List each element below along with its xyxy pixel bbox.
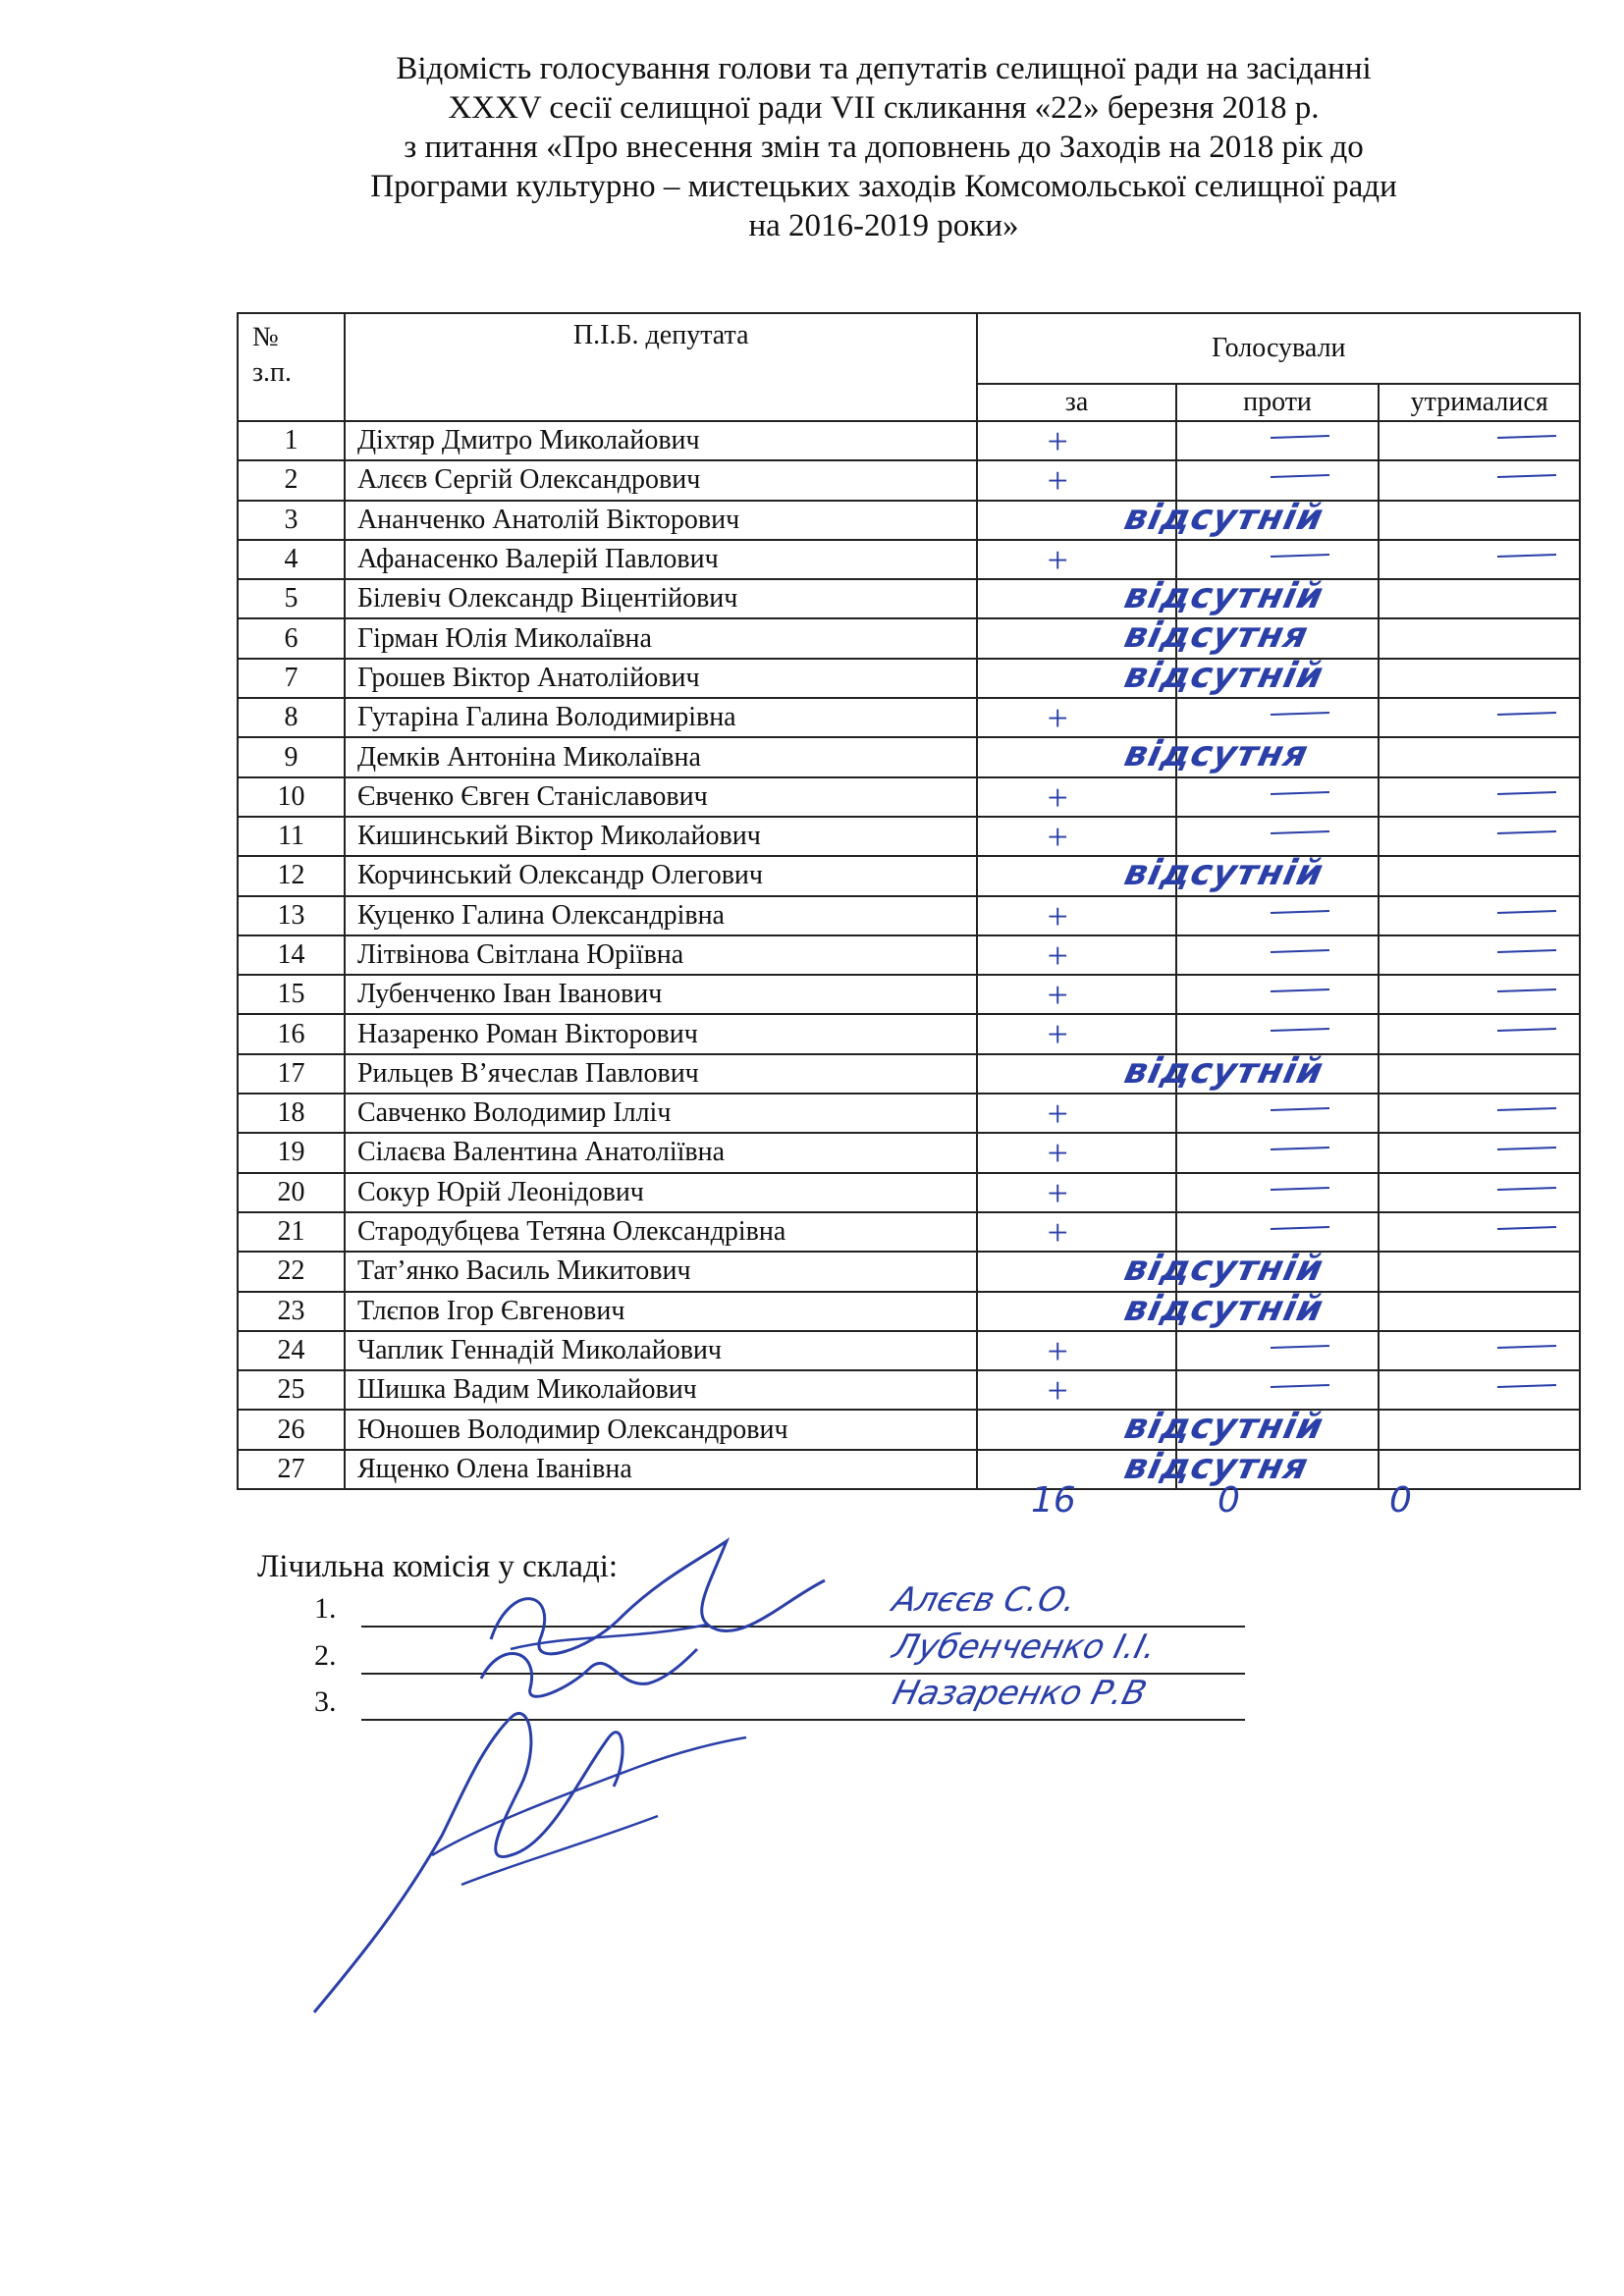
deputy-name: Діхтяр Дмитро Миколайович <box>345 421 978 460</box>
vote-za-cell <box>977 817 1175 856</box>
member-name: Назаренко Р.В <box>889 1674 1151 1713</box>
row-number: 22 <box>238 1252 345 1291</box>
total-proty: 0 <box>1218 1480 1240 1521</box>
row-number: 12 <box>238 856 345 895</box>
deputy-name: Ященко Олена Іванівна <box>345 1450 978 1489</box>
table-row <box>238 1331 1580 1370</box>
dash-mark <box>1271 1345 1329 1349</box>
absent-note: відсутній <box>1121 497 1328 538</box>
vote-za-cell <box>977 655 1328 698</box>
row-number: 19 <box>238 1133 345 1172</box>
header-number <box>238 313 345 421</box>
vote-utrymalysia-cell <box>1379 896 1580 935</box>
table-row <box>238 1292 1580 1331</box>
row-number: 6 <box>238 618 345 658</box>
deputy-name: Назаренко Роман Вікторович <box>345 1014 978 1053</box>
plus-mark: + <box>1047 934 1068 977</box>
vote-proty-cell <box>1176 421 1380 460</box>
vote-utrymalysia-cell <box>1379 1252 1580 1291</box>
vote-utrymalysia-cell <box>1379 659 1580 698</box>
plus-mark: + <box>1047 460 1068 503</box>
plus-mark: + <box>1047 1094 1068 1136</box>
vote-proty-cell <box>1176 501 1380 540</box>
table-row <box>238 579 1580 618</box>
absent-note: відсутня <box>1121 1446 1313 1487</box>
voting-table <box>237 312 1581 1490</box>
title-line: Програми культурно – мистецьких заходів Комсомольської селищної ради <box>370 169 1397 204</box>
vote-utrymalysia-cell <box>1379 817 1580 856</box>
title-line: з питання «Про внесення змін та доповнень до Заходів на 2018 рік до <box>404 130 1364 165</box>
deputy-name: Кишинський Віктор Миколайович <box>345 817 978 856</box>
dash-mark <box>1271 1028 1329 1032</box>
vote-proty-cell <box>1176 777 1380 817</box>
dash-mark <box>1271 1147 1329 1150</box>
row-number: 16 <box>238 1014 345 1053</box>
vote-utrymalysia-cell <box>1379 935 1580 975</box>
absent-note: відсутня <box>1121 615 1313 657</box>
deputy-name: Корчинський Олександр Олегович <box>345 856 978 895</box>
vote-utrymalysia-cell <box>1379 501 1580 540</box>
vote-za-cell <box>977 497 1328 540</box>
deputy-name: Демків Антоніна Миколаївна <box>345 737 978 776</box>
vote-utrymalysia-cell <box>1379 540 1580 579</box>
plus-mark: + <box>1047 698 1068 740</box>
plus-mark: + <box>1047 539 1068 581</box>
plus-mark: + <box>1047 1370 1068 1413</box>
absent-note: відсутній <box>1121 655 1328 696</box>
vote-proty-cell <box>1176 817 1380 856</box>
vote-utrymalysia-cell <box>1379 1094 1580 1133</box>
dash-mark <box>1497 1187 1556 1191</box>
title-line: Відомість голосування голови та депутатів селищної ради на засіданні <box>396 51 1372 86</box>
vote-utrymalysia-cell <box>1379 777 1580 817</box>
dash-mark <box>1271 435 1329 439</box>
dash-mark <box>1497 910 1556 914</box>
table-row <box>238 1450 1580 1489</box>
dash-mark <box>1271 830 1329 834</box>
vote-utrymalysia-cell <box>1379 1014 1580 1053</box>
dash-mark <box>1497 435 1556 439</box>
total-za: 16 <box>1031 1480 1076 1521</box>
total-utrymalysia: 0 <box>1389 1480 1412 1521</box>
vote-proty-cell <box>1176 1212 1380 1252</box>
deputy-name: Лубенченко Іван Іванович <box>345 975 978 1014</box>
table-row <box>238 698 1580 737</box>
vote-za-cell <box>977 777 1175 817</box>
document-title <box>245 49 1522 245</box>
row-number: 10 <box>238 777 345 817</box>
deputy-name: Тат’янко Василь Микитович <box>345 1252 978 1291</box>
vote-proty-cell <box>1176 460 1380 500</box>
row-number: 9 <box>238 737 345 776</box>
table-row <box>238 1252 1580 1291</box>
deputy-name: Гірман Юлія Миколаївна <box>345 618 978 658</box>
vote-proty-cell <box>1176 975 1380 1014</box>
absent-note: відсутній <box>1121 1407 1328 1448</box>
table-row <box>238 1410 1580 1449</box>
deputy-name: Афанасенко Валерій Павлович <box>345 540 978 579</box>
header-voted: Голосували <box>977 313 1580 384</box>
vote-za-cell <box>977 1288 1328 1331</box>
vote-za-cell <box>977 615 1313 658</box>
dash-mark <box>1271 474 1329 478</box>
vote-za-cell <box>977 1331 1175 1370</box>
row-number: 27 <box>238 1450 345 1489</box>
header-proty: проти <box>1176 384 1380 421</box>
vote-proty-cell <box>1176 659 1380 698</box>
absent-note: відсутній <box>1121 1050 1328 1092</box>
deputy-name: Чаплик Геннадій Миколайович <box>345 1331 978 1370</box>
row-number: 18 <box>238 1094 345 1133</box>
vote-proty-cell <box>1176 1054 1380 1094</box>
absent-note: відсутня <box>1121 734 1313 775</box>
vote-proty-cell <box>1176 1410 1380 1449</box>
member-index: 2. <box>314 1639 337 1672</box>
table-row <box>238 659 1580 698</box>
deputy-name: Білевіч Олександр Віцентійович <box>345 579 978 618</box>
vote-proty-cell <box>1176 1450 1380 1489</box>
title-line: XXXV сесії селищної ради VII скликання «22» березня 2018 р. <box>448 90 1320 126</box>
deputy-name: Куценко Галина Олександрівна <box>345 896 978 935</box>
plus-mark: + <box>1047 895 1068 937</box>
vote-utrymalysia-cell <box>1379 1212 1580 1252</box>
vote-utrymalysia-cell <box>1379 737 1580 776</box>
vote-za-cell <box>977 1407 1328 1449</box>
table-row <box>238 540 1580 579</box>
table-row <box>238 975 1580 1014</box>
table-row <box>238 421 1580 460</box>
dash-mark <box>1271 1107 1329 1111</box>
plus-mark: + <box>1047 816 1068 858</box>
header-name: П.І.Б. депутата <box>345 313 978 421</box>
vote-proty-cell <box>1176 579 1380 618</box>
vote-za-cell <box>977 1212 1175 1252</box>
table-row <box>238 1370 1580 1410</box>
absent-note: відсутній <box>1121 576 1328 617</box>
vote-proty-cell <box>1176 1133 1380 1172</box>
table-row <box>238 896 1580 935</box>
vote-za-cell <box>977 698 1175 740</box>
signature-scribble-3 <box>285 1659 756 2032</box>
row-number: 17 <box>238 1054 345 1094</box>
deputy-name: Євченко Євген Станіславович <box>345 777 978 817</box>
dash-mark <box>1497 712 1556 716</box>
vote-utrymalysia-cell <box>1379 1292 1580 1331</box>
deputy-name: Сілаєва Валентина Анатоліївна <box>345 1133 978 1172</box>
table-row <box>238 777 1580 817</box>
table-row <box>238 460 1580 500</box>
vote-proty-cell <box>1176 1094 1380 1133</box>
row-number: 5 <box>238 579 345 618</box>
table-row <box>238 1094 1580 1133</box>
vote-utrymalysia-cell <box>1379 1173 1580 1212</box>
vote-za-cell <box>977 734 1313 776</box>
vote-za-cell <box>977 1173 1175 1212</box>
row-number: 4 <box>238 540 345 579</box>
row-number: 11 <box>238 817 345 856</box>
vote-utrymalysia-cell <box>1379 856 1580 895</box>
deputy-name: Юношев Володимир Олександрович <box>345 1410 978 1449</box>
table-row <box>238 935 1580 975</box>
table-row <box>238 1133 1580 1172</box>
row-number: 25 <box>238 1370 345 1410</box>
dash-mark <box>1271 1384 1329 1388</box>
absent-note: відсутній <box>1121 853 1328 894</box>
dash-mark <box>1497 1384 1556 1388</box>
plus-mark: + <box>1047 1330 1068 1372</box>
vote-proty-cell <box>1176 618 1380 658</box>
plus-mark: + <box>1047 1172 1068 1214</box>
row-number: 24 <box>238 1331 345 1370</box>
dash-mark <box>1497 791 1556 795</box>
vote-proty-cell <box>1176 1252 1380 1291</box>
dash-mark <box>1271 1226 1329 1230</box>
row-number: 2 <box>238 460 345 500</box>
dash-mark <box>1497 1028 1556 1032</box>
vote-utrymalysia-cell <box>1379 1133 1580 1172</box>
row-number: 7 <box>238 659 345 698</box>
vote-proty-cell <box>1176 935 1380 975</box>
dash-mark <box>1497 474 1556 478</box>
deputy-name: Рильцев В’ячеслав Павлович <box>345 1054 978 1094</box>
deputy-name: Шишка Вадим Миколайович <box>345 1370 978 1410</box>
plus-mark: + <box>1047 1133 1068 1175</box>
vote-utrymalysia-cell <box>1379 698 1580 737</box>
dash-mark <box>1271 554 1329 558</box>
dash-mark <box>1497 1345 1556 1349</box>
vote-proty-cell <box>1176 737 1380 776</box>
vote-utrymalysia-cell <box>1379 460 1580 500</box>
dash-mark <box>1271 1187 1329 1191</box>
title-line: на 2016-2019 роки» <box>748 208 1019 243</box>
table-row <box>238 737 1580 776</box>
header-utrymalysia: утрималися <box>1379 384 1580 421</box>
dash-mark <box>1497 949 1556 953</box>
deputy-name: Сокур Юрій Леонідович <box>345 1173 978 1212</box>
row-number: 8 <box>238 698 345 737</box>
vote-utrymalysia-cell <box>1379 579 1580 618</box>
deputy-name: Літвінова Світлана Юріївна <box>345 935 978 975</box>
member-name: Алєєв С.О. <box>889 1580 1081 1620</box>
row-number: 23 <box>238 1292 345 1331</box>
vote-utrymalysia-cell <box>1379 421 1580 460</box>
vote-za-cell <box>977 1249 1328 1291</box>
vote-utrymalysia-cell <box>1379 618 1580 658</box>
deputy-name: Гутаріна Галина Володимирівна <box>345 698 978 737</box>
vote-za-cell <box>977 576 1328 618</box>
deputy-name: Тлєпов Ігор Євгенович <box>345 1292 978 1331</box>
vote-utrymalysia-cell <box>1379 975 1580 1014</box>
dash-mark <box>1271 949 1329 953</box>
vote-proty-cell <box>1176 698 1380 737</box>
row-number: 15 <box>238 975 345 1014</box>
vote-utrymalysia-cell <box>1379 1331 1580 1370</box>
vote-za-cell <box>977 421 1175 460</box>
dash-mark <box>1271 791 1329 795</box>
plus-mark: + <box>1047 1211 1068 1254</box>
absent-note: відсутній <box>1121 1249 1328 1290</box>
table-row <box>238 1173 1580 1212</box>
header-za: за <box>977 384 1175 421</box>
vote-za-cell <box>977 1094 1175 1136</box>
member-index: 1. <box>314 1592 337 1625</box>
vote-za-cell <box>977 975 1175 1017</box>
vote-proty-cell <box>1176 1370 1380 1410</box>
table-row <box>238 856 1580 895</box>
row-number: 20 <box>238 1173 345 1212</box>
vote-za-cell <box>977 1133 1175 1175</box>
row-number: 13 <box>238 896 345 935</box>
row-number: 14 <box>238 935 345 975</box>
table-row <box>238 618 1580 658</box>
vote-proty-cell <box>1176 540 1380 579</box>
table-row <box>238 1212 1580 1252</box>
dash-mark <box>1497 830 1556 834</box>
deputy-name: Алєєв Сергій Олександрович <box>345 460 978 500</box>
vote-za-cell <box>977 540 1175 579</box>
vote-utrymalysia-cell <box>1379 1054 1580 1094</box>
vote-za-cell <box>977 896 1175 935</box>
dash-mark <box>1497 1107 1556 1111</box>
plus-mark: + <box>1047 776 1068 819</box>
vote-za-cell <box>977 460 1175 503</box>
dash-mark <box>1271 988 1329 992</box>
vote-za-cell <box>977 1446 1313 1489</box>
deputy-name: Грошев Віктор Анатолійович <box>345 659 978 698</box>
vote-proty-cell <box>1176 1173 1380 1212</box>
dash-mark <box>1271 910 1329 914</box>
row-number: 3 <box>238 501 345 540</box>
header-number-sign: № <box>252 322 279 352</box>
dash-mark <box>1497 988 1556 992</box>
header-number-abbr: з.п. <box>252 357 293 388</box>
plus-mark: + <box>1047 421 1068 462</box>
dash-mark <box>1271 712 1329 716</box>
deputy-name: Ананченко Анатолій Вікторович <box>345 501 978 540</box>
absent-note: відсутній <box>1121 1288 1328 1329</box>
voting-table-body <box>238 421 1580 1489</box>
vote-za-cell <box>977 1370 1175 1413</box>
vote-utrymalysia-cell <box>1379 1370 1580 1410</box>
vote-za-cell <box>977 1050 1328 1094</box>
vote-za-cell <box>977 1014 1175 1056</box>
member-index: 3. <box>314 1685 337 1718</box>
vote-utrymalysia-cell <box>1379 1410 1580 1449</box>
row-number: 1 <box>238 421 345 460</box>
vote-proty-cell <box>1176 1014 1380 1053</box>
commission-label: Лічильна комісія у складі: <box>257 1549 619 1584</box>
row-number: 26 <box>238 1410 345 1449</box>
vote-za-cell <box>977 853 1328 895</box>
dash-mark <box>1497 1147 1556 1150</box>
table-row <box>238 1014 1580 1053</box>
vote-proty-cell <box>1176 1292 1380 1331</box>
table-row <box>238 817 1580 856</box>
plus-mark: + <box>1047 975 1068 1017</box>
plus-mark: + <box>1047 1014 1068 1056</box>
dash-mark <box>1497 554 1556 558</box>
vote-proty-cell <box>1176 896 1380 935</box>
dash-mark <box>1497 1226 1556 1230</box>
vote-proty-cell <box>1176 856 1380 895</box>
deputy-name: Савченко Володимир Ілліч <box>345 1094 978 1133</box>
vote-proty-cell <box>1176 1331 1380 1370</box>
table-row <box>238 1054 1580 1094</box>
deputy-name: Стародубцева Тетяна Олександрівна <box>345 1212 978 1252</box>
vote-za-cell <box>977 935 1175 975</box>
table-row <box>238 501 1580 540</box>
member-name: Лубенченко І.І. <box>889 1628 1161 1667</box>
row-number: 21 <box>238 1212 345 1252</box>
